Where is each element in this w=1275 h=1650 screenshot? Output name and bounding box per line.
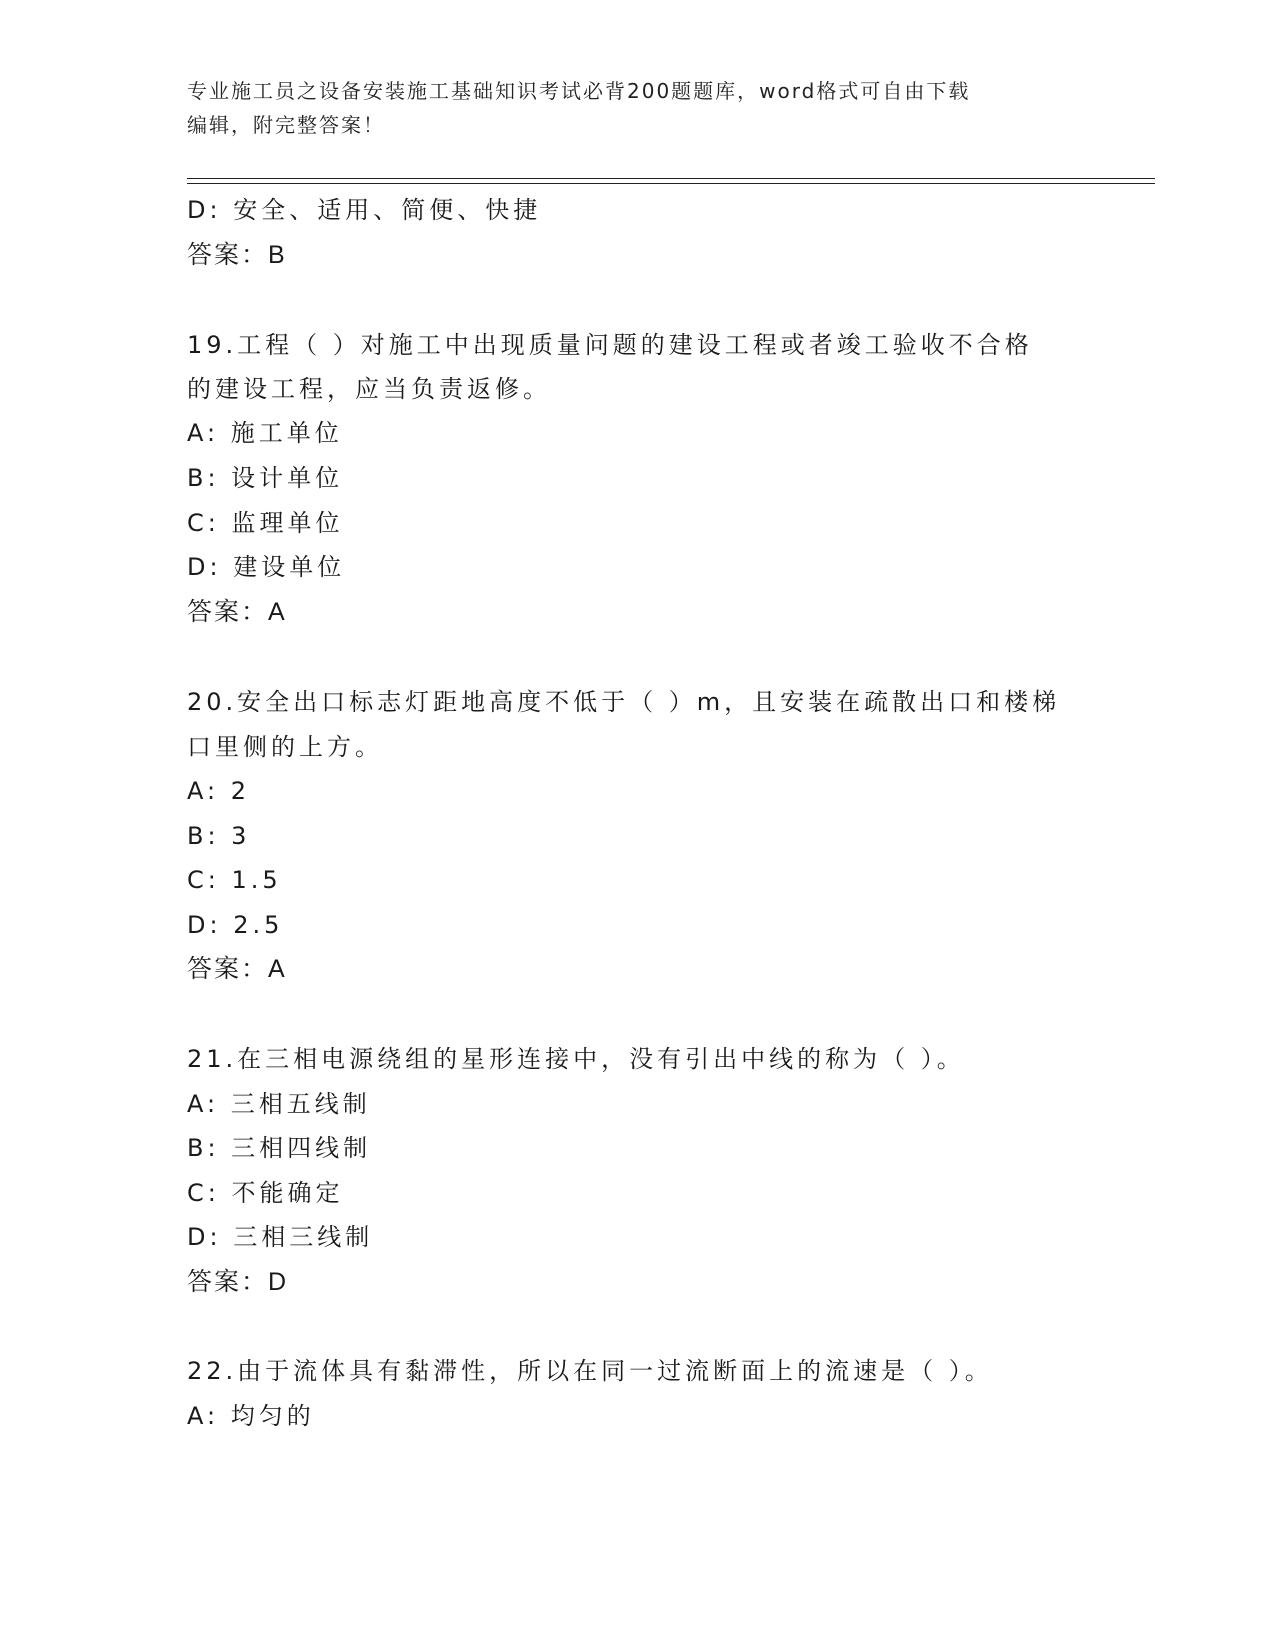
q18-answer: 答案：B — [187, 241, 287, 269]
q21-option-b: B: 三相四线制 — [187, 1134, 372, 1162]
q20-option-a: A: 2 — [187, 777, 250, 805]
q19-option-c: C: 监理单位 — [187, 509, 344, 537]
q20-option-c: C: 1.5 — [187, 866, 282, 894]
q20-option-d: D: 2.5 — [187, 911, 284, 939]
q22-option-a: A: 均匀的 — [187, 1402, 315, 1430]
header-title-line1: 专业施工员之设备安装施工基础知识考试必背200题题库，word格式可自由下载 — [187, 79, 971, 103]
q21-option-d: D: 三相三线制 — [187, 1223, 374, 1251]
q20-option-b: B: 3 — [187, 822, 251, 850]
q19-option-d: D: 建设单位 — [187, 553, 346, 581]
q18-option-d: D: 安全、适用、简便、快捷 — [187, 196, 542, 224]
q20-stem-line1: 20.安全出口标志灯距地高度不低于（ ）m，且安装在疏散出口和楼梯 — [187, 688, 1061, 716]
q19-option-b: B: 设计单位 — [187, 464, 344, 492]
q21-answer: 答案：D — [187, 1268, 289, 1296]
header-divider-bottom — [187, 183, 1155, 184]
q19-stem-line1: 19.工程（ ）对施工中出现质量问题的建设工程或者竣工验收不合格 — [187, 331, 1033, 359]
q21-option-a: A: 三相五线制 — [187, 1090, 371, 1118]
header-title-line2: 编辑，附完整答案！ — [187, 113, 385, 137]
q19-stem-line2: 的建设工程，应当负责返修。 — [187, 375, 551, 403]
q22-stem-line1: 22.由于流体具有黏滞性，所以在同一过流断面上的流速是（ ）。 — [187, 1357, 993, 1385]
document-header — [187, 74, 1087, 142]
q20-stem-line2: 口里侧的上方。 — [187, 733, 383, 761]
q19-answer: 答案：A — [187, 598, 287, 626]
header-divider-top — [187, 178, 1155, 179]
q21-stem-line1: 21.在三相电源绕组的星形连接中，没有引出中线的称为（ ）。 — [187, 1045, 965, 1073]
q19-option-a: A: 施工单位 — [187, 419, 343, 447]
q21-option-c: C: 不能确定 — [187, 1179, 344, 1207]
q20-answer: 答案：A — [187, 955, 287, 983]
